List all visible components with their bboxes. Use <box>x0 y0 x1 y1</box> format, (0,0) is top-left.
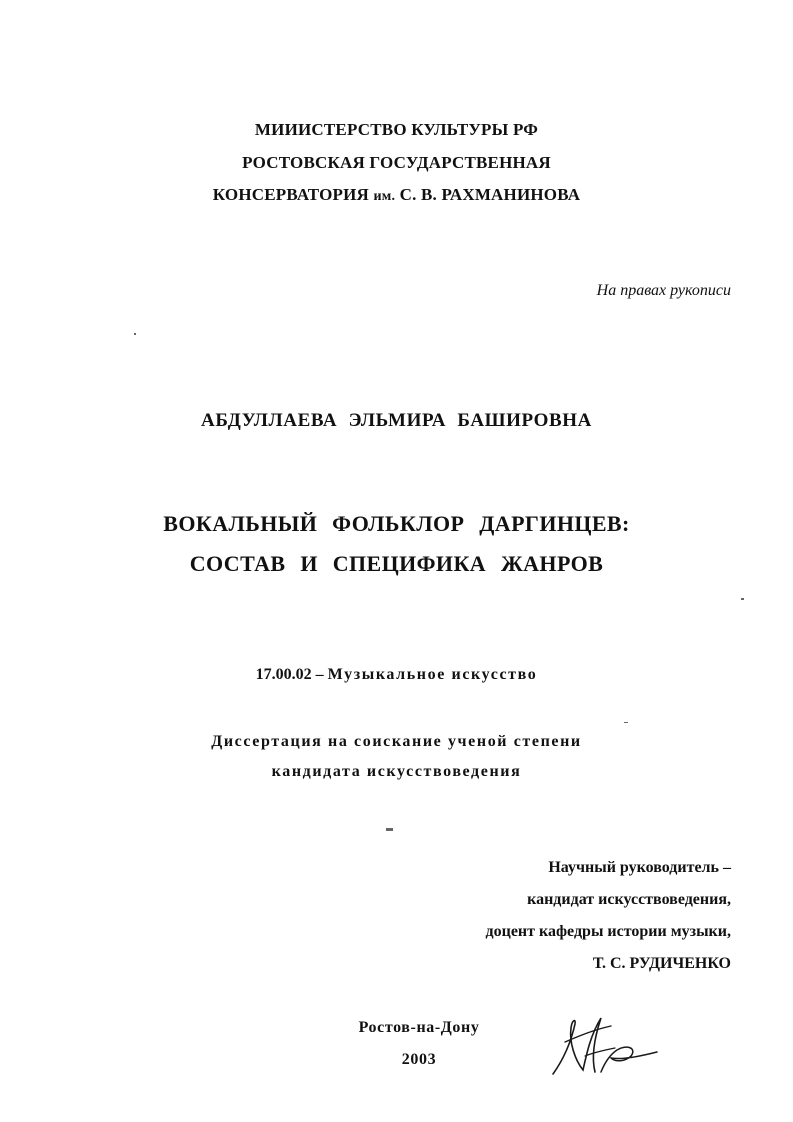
manuscript-note: На правах рукописи <box>596 282 731 299</box>
scan-speck <box>386 828 393 831</box>
specialty-code: 17.00.02 – <box>255 666 324 683</box>
ministry-text: МИИИСТЕРСТВО КУЛЬТУРЫ РФ <box>254 120 539 139</box>
degree-line-1: Диссертация на соискание ученой степени <box>211 733 582 750</box>
institution-text-1: РОСТОВСКАЯ ГОСУДАРСТВЕННАЯ <box>242 153 551 172</box>
institution-line-1 <box>0 153 793 173</box>
institution-text-2c: С. В. РАХМАНИНОВА <box>395 185 581 204</box>
scan-speck <box>624 722 628 723</box>
scan-speck <box>134 333 136 335</box>
handwritten-signature <box>545 1012 665 1082</box>
scan-speck <box>741 598 744 600</box>
specialty-name: Музыкальное искусство <box>327 666 538 683</box>
ministry-line <box>0 120 793 140</box>
dissertation-title-line-1: ВОКАЛЬНЫЙ ФОЛЬКЛОР ДАРГИНЦЕВ: <box>163 511 630 536</box>
institution-line-2 <box>0 185 793 205</box>
supervisor-degree: кандидат искусствоведения, <box>527 891 731 908</box>
institution-text-2b: им. <box>373 189 396 204</box>
supervisor-name: Т. С. РУДИЧЕНКО <box>592 955 731 972</box>
dissertation-title-line-2: СОСТАВ И СПЕЦИФИКА ЖАНРОВ <box>189 551 604 576</box>
supervisor-label: Научный руководитель – <box>548 859 731 876</box>
author-name: АБДУЛЛАЕВА ЭЛЬМИРА БАШИРОВНА <box>201 410 592 431</box>
supervisor-position: доцент кафедры истории музыки, <box>485 923 731 940</box>
degree-line-2: кандидата искусствоведения <box>271 763 522 780</box>
year: 2003 <box>401 1051 437 1068</box>
city: Ростов-на-Дону <box>358 1019 480 1036</box>
specialty <box>0 666 793 684</box>
institution-text-2a: КОНСЕРВАТОРИЯ <box>212 185 374 204</box>
